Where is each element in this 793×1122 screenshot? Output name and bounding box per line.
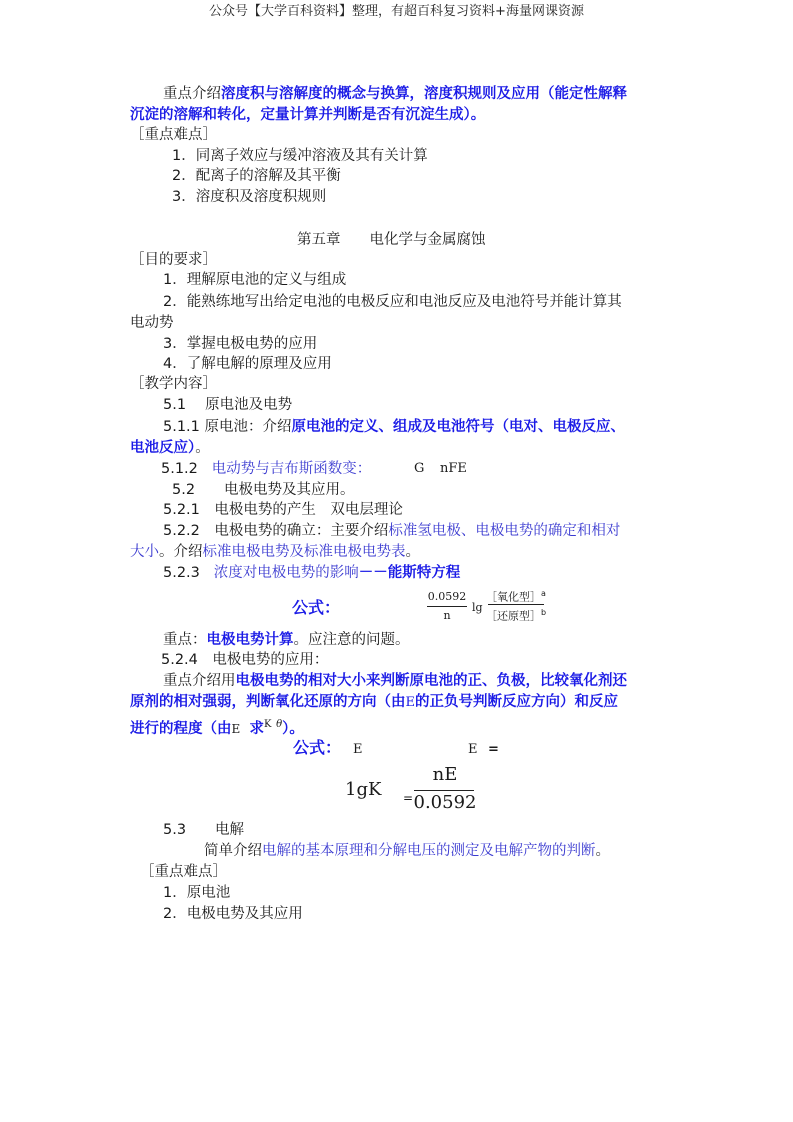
section-5-2-2-cont: [130, 542, 420, 562]
objective-item-cont: 电动势: [130, 315, 174, 331]
application-line-3: [130, 715, 304, 739]
app-e: E: [405, 695, 415, 710]
formula3-numerator: nE: [432, 764, 458, 785]
section-5-2-3: [163, 563, 460, 583]
app-bold-2: 原剂的相对强弱，判断氧化还原的方向（由: [130, 694, 406, 710]
app-bold-3c: ）。: [282, 720, 304, 737]
section-5-2-4: 5.2.4 电极电势的应用：: [161, 652, 329, 668]
s511-prefix: 5.1.1 原电池：介绍: [163, 419, 292, 435]
objective-item: 2．能熟练地写出给定电池的电极反应和电池反应及电池符号并能计算其: [163, 294, 622, 310]
page-header: 公众号【大学百科资料】整理，有超百科复习资料+海量网课资源: [209, 4, 584, 19]
application-line-2: [130, 692, 618, 713]
s522-link: 标准氢电极、电极电势的确定和相对: [388, 523, 621, 539]
formula1-fraction-line: [427, 606, 467, 607]
s522-d: 。: [405, 544, 420, 560]
formula3-denominator: 0.0592: [413, 792, 477, 813]
s522-c: 标准电极电势及标准电极电势表: [202, 544, 406, 560]
section-5-1-1-cont: [130, 438, 210, 458]
section-5-2-1: 5.2.1 电极电势的产生 双电层理论: [163, 502, 403, 518]
s53-prefix: 简单介绍: [204, 843, 262, 859]
section-5-1-2: [161, 459, 371, 479]
s523-bold: －－能斯特方程: [358, 565, 461, 581]
section-5-1: 5.1 原电池及电势: [163, 397, 293, 413]
intro-prefix: 重点介绍: [163, 86, 221, 102]
s512-text: 电动势与吉布斯函数变：: [211, 461, 372, 477]
formula2-label: 公式：: [293, 738, 342, 757]
intro-line-1: [163, 84, 627, 104]
formula2-e2: E: [468, 742, 478, 757]
app-k: K: [263, 719, 272, 730]
app-bold-3a: 进行的程度（由: [130, 720, 232, 737]
app-e2: E: [231, 721, 241, 736]
formula1-fraction-line-2: [488, 604, 544, 605]
app-theta: θ: [276, 719, 283, 730]
app-bold-1: 电极电势的相对大小来判断原电池的正、负极，比较氧化剂还: [235, 673, 627, 689]
key-point-item-2: 1．原电池: [163, 885, 231, 901]
key-point-item: 2．配离子的溶解及其平衡: [172, 168, 341, 184]
app-prefix: 重点介绍用: [163, 673, 236, 689]
formula1-oxidized: [486, 587, 546, 605]
s53-end: 。: [595, 843, 610, 859]
app-bold-2b: 的正负号判断反应方向）和反应: [415, 694, 618, 710]
objective-item: 4．了解电解的原理及应用: [163, 356, 332, 372]
objectives-heading: ［目的要求］: [130, 252, 217, 268]
formula1-top: ［氧化型］: [486, 590, 541, 604]
key-point-item: 3．溶度积及溶度积规则: [172, 189, 327, 205]
formula3-eq: =: [403, 791, 414, 805]
s512-nfe: nFE: [440, 461, 467, 476]
kp-end: 。应注意的问题。: [293, 632, 410, 648]
formula1-label: 公式：: [292, 598, 341, 617]
formula3-fraction-line: [414, 790, 474, 791]
app-bold-3b: 求: [249, 720, 264, 737]
s523-text: 浓度对电极电势的影响: [213, 565, 359, 581]
formula1-denominator: n: [443, 609, 451, 622]
objective-item: 3．掌握电极电势的应用: [163, 336, 318, 352]
section-5-3-desc: [204, 841, 610, 861]
formula1-reduced: [486, 606, 546, 624]
s522-prefix: 5.2.2 电极电势的确立：主要介绍: [163, 523, 389, 539]
s53-link: 电解的基本原理和分解电压的测定及电解产物的判断: [262, 843, 596, 859]
s512-g: G: [414, 461, 425, 476]
intro-bold-1: 溶度积与溶解度的概念与换算，溶度积规则及应用（能定性解释: [221, 86, 627, 102]
chapter-title: 第五章 电化学与金属腐蚀: [297, 232, 486, 248]
kp-bold: 电极电势计算: [206, 632, 294, 648]
intro-line-2: 沉淀的溶解和转化，定量计算并判断是否有沉淀生成）。: [130, 107, 486, 123]
section-5-3: 5.3 电解: [163, 822, 245, 838]
formula1-bot-sup: b: [541, 608, 547, 617]
content-heading: ［教学内容］: [130, 376, 217, 392]
s511-bold-2: 电池反应）: [130, 440, 196, 456]
key-point-line: [163, 630, 410, 650]
application-line-1: [163, 671, 627, 691]
objective-item: 1．理解原电池的定义与组成: [163, 272, 347, 288]
s523-num: 5.2.3: [163, 565, 200, 581]
formula2-e1: E: [353, 742, 363, 757]
section-5-2-2: [163, 521, 620, 541]
formula1-lg: lg: [472, 601, 483, 614]
kp-prefix: 重点：: [163, 632, 207, 648]
formula3-lgk: 1gK: [345, 779, 382, 800]
s511-end: 。: [195, 440, 210, 456]
s522-a: 大小: [130, 544, 159, 560]
section-5-2: 5.2 电极电势及其应用。: [172, 482, 355, 498]
formula1-bot: ［还原型］: [486, 609, 541, 623]
key-point-item: 1．同离子效应与缓冲溶液及其有关计算: [172, 148, 428, 164]
formula1-numerator: 0.0592: [427, 590, 467, 603]
s522-b: 。介绍: [159, 544, 203, 560]
key-points-heading: ［重点难点］: [130, 127, 217, 143]
key-points-heading-2: ［重点难点］: [140, 864, 227, 880]
section-5-1-1: [163, 417, 625, 437]
formula2-eq: =: [488, 742, 499, 757]
formula1-top-sup: a: [541, 589, 546, 598]
key-point-item-2: 2．电极电势及其应用: [163, 906, 303, 922]
s512-num: 5.1.2: [161, 461, 198, 477]
s511-bold: 原电池的定义、组成及电池符号（电对、电极反应、: [291, 419, 626, 435]
